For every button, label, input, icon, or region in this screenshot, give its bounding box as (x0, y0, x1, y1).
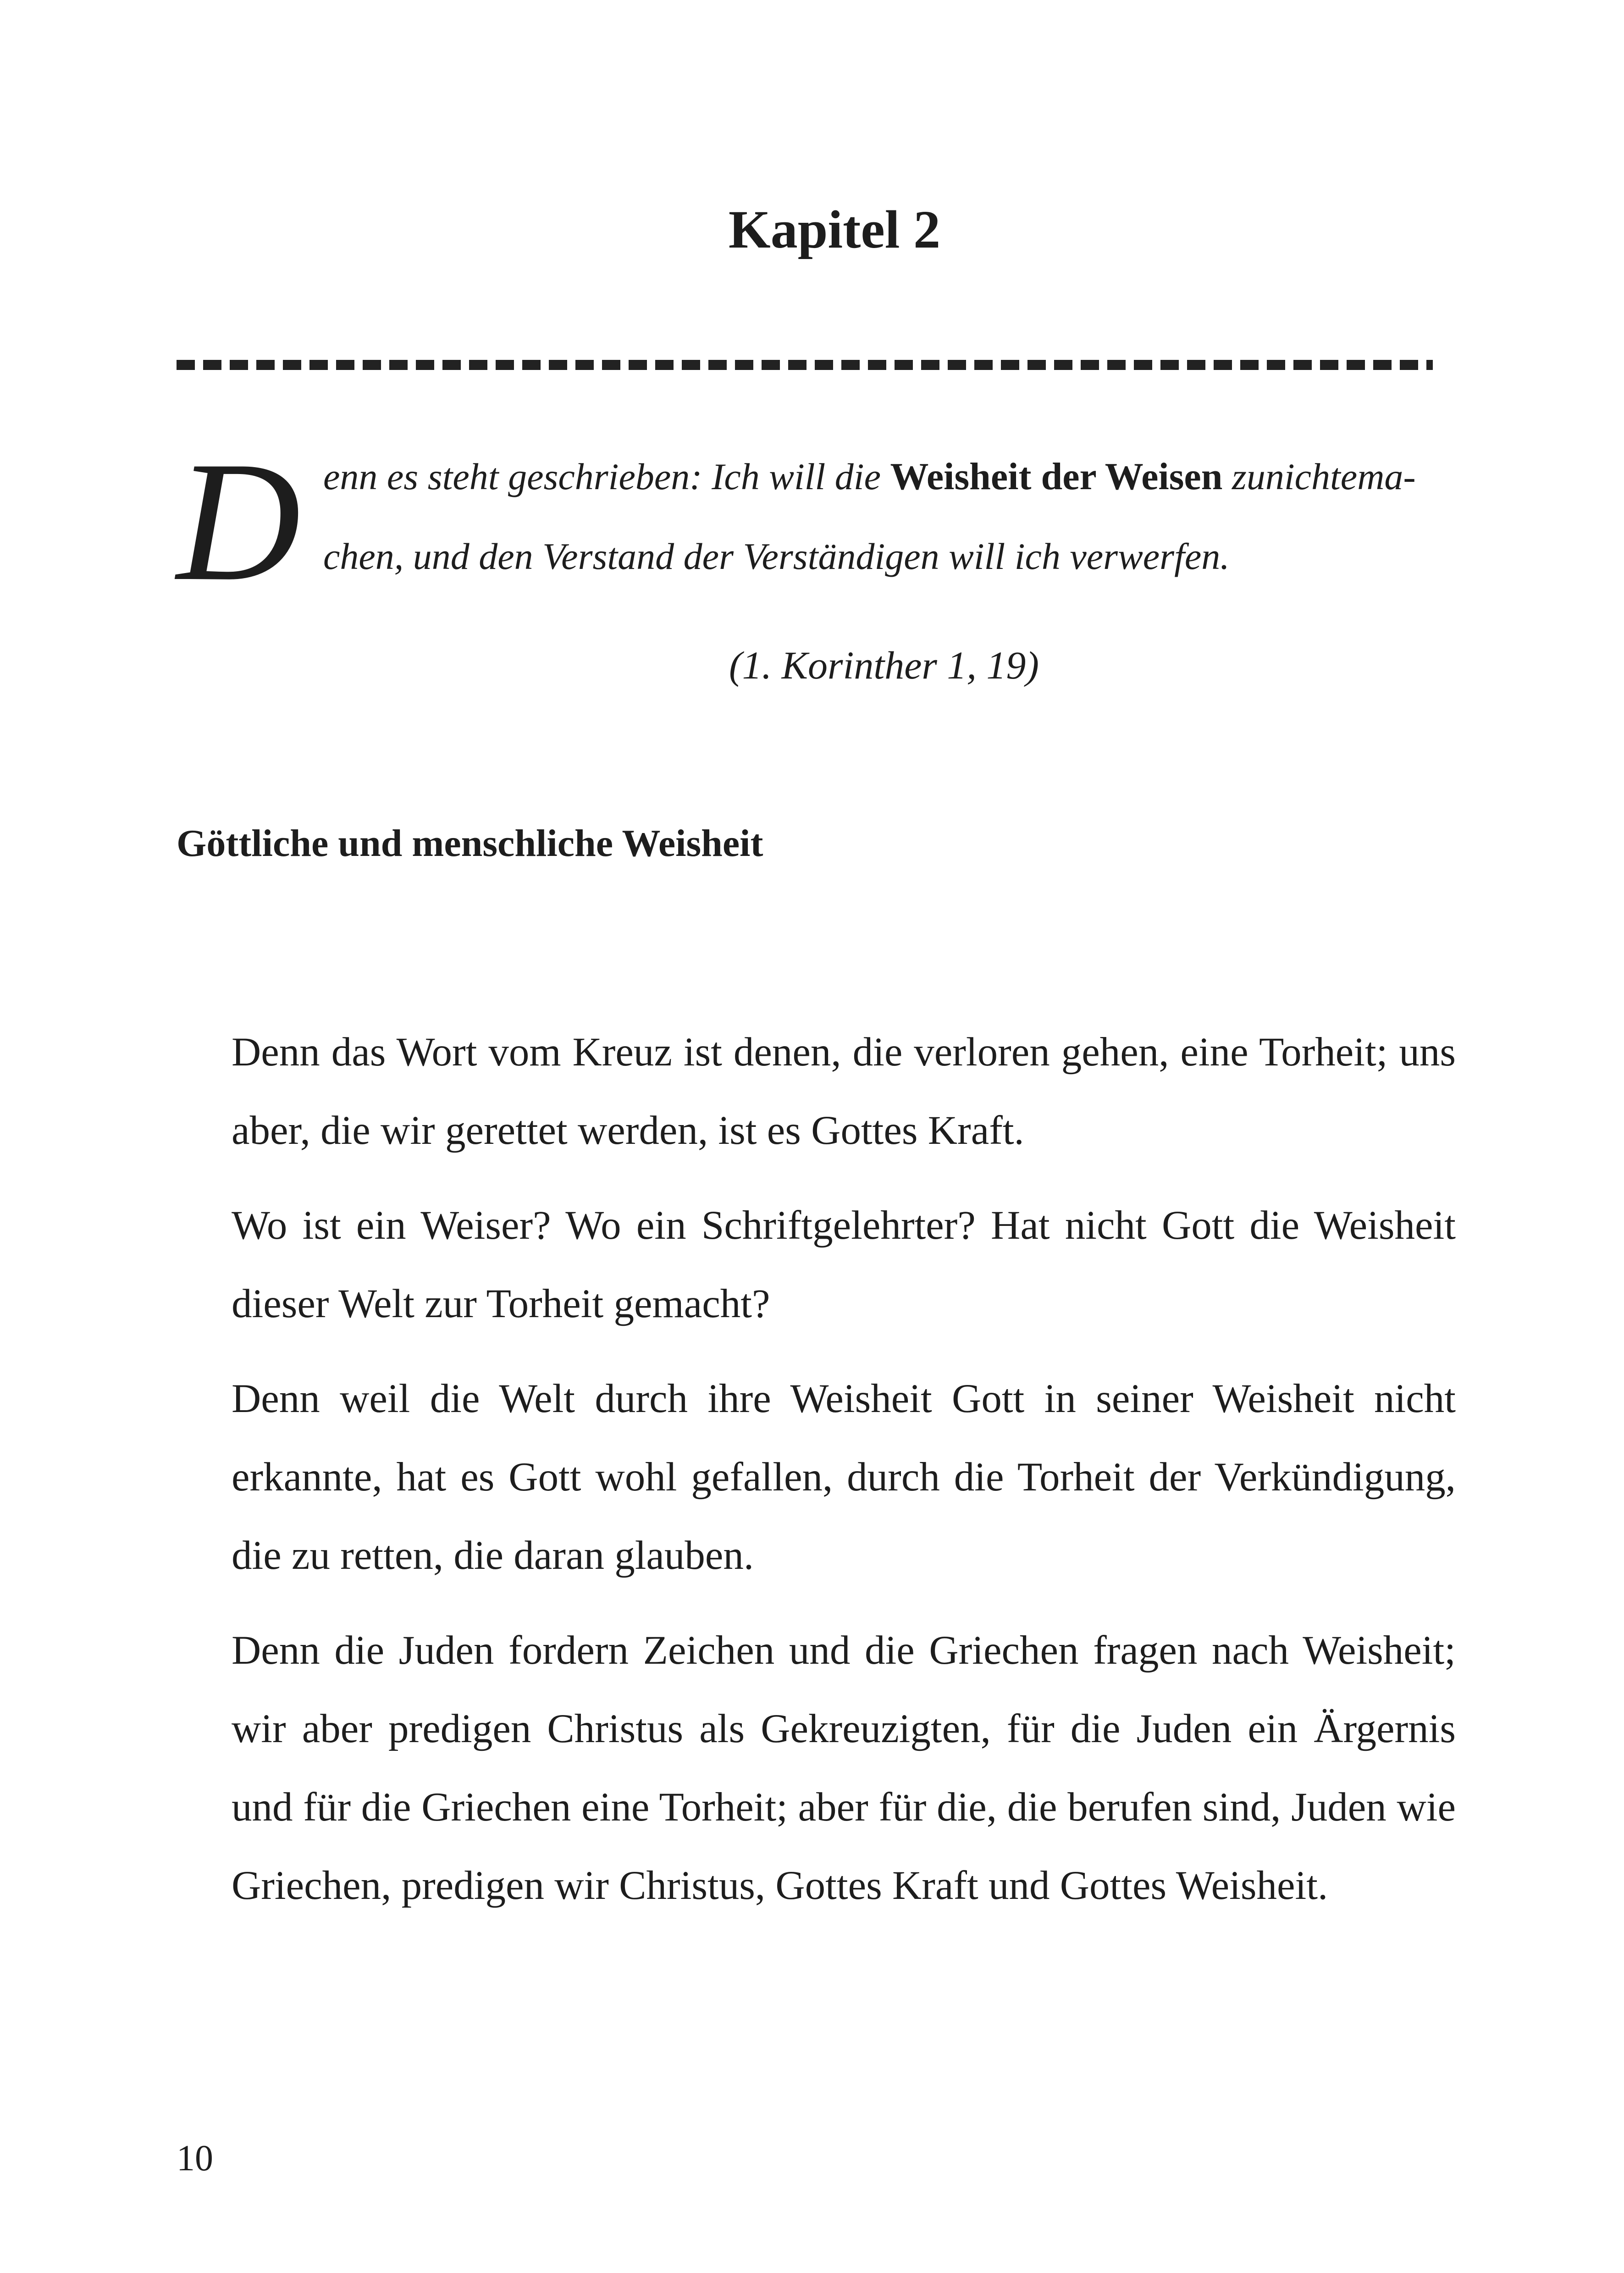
paragraph: Denn das Wort vom Kreuz ist denen, die verloren gehen, eine Torheit; uns aber, die wir gerettet werden, ist es Gottes Kraft. (232, 1030, 1456, 1153)
paragraph: Wo ist ein Weiser? Wo ein Schriftgelehrter? Hat nicht Gott die Weisheit dieser Welt zur Torheit gemacht? (232, 1203, 1456, 1326)
epigraph-emphasis: Weisheit der Weisen (890, 455, 1223, 498)
body-text (232, 1013, 1456, 1942)
epigraph (177, 426, 1456, 633)
page-number: 10 (177, 2138, 213, 2179)
epigraph-line-2: chen, und den Verstand der Verständigen will ich verwerfen. (323, 535, 1230, 577)
paragraph: Denn weil die Welt durch ihre Weisheit Gott in seiner Weisheit nicht erkannte, hat es Gott wohl gefallen, durch die Torheit der Verkündigung, die zu retten, die daran glauben. (232, 1376, 1456, 1578)
section-heading: Göttliche und menschliche Weisheit (177, 822, 763, 865)
chapter-title: Kapitel 2 (728, 199, 941, 259)
epigraph-text-start: enn es steht geschrieben: Ich will die (323, 456, 890, 497)
bible-citation: (1. Korinther 1, 19) (729, 643, 1039, 687)
paragraph: Denn die Juden fordern Zeichen und die Griechen fragen nach Weisheit; wir aber predigen Christus als Gekreuzigten, für die Juden ein Ärgernis und für die Griechen eine Torheit; aber für die, die berufen sind, Juden wie Griechen, predigen wir Christus, Gottes Kraft und Gottes Weisheit. (232, 1628, 1456, 1908)
epigraph-line-1 (323, 454, 1416, 500)
epigraph-text-end: zunichtema- (1222, 456, 1416, 497)
drop-cap: D (177, 426, 301, 617)
dashed-separator (177, 360, 1433, 370)
